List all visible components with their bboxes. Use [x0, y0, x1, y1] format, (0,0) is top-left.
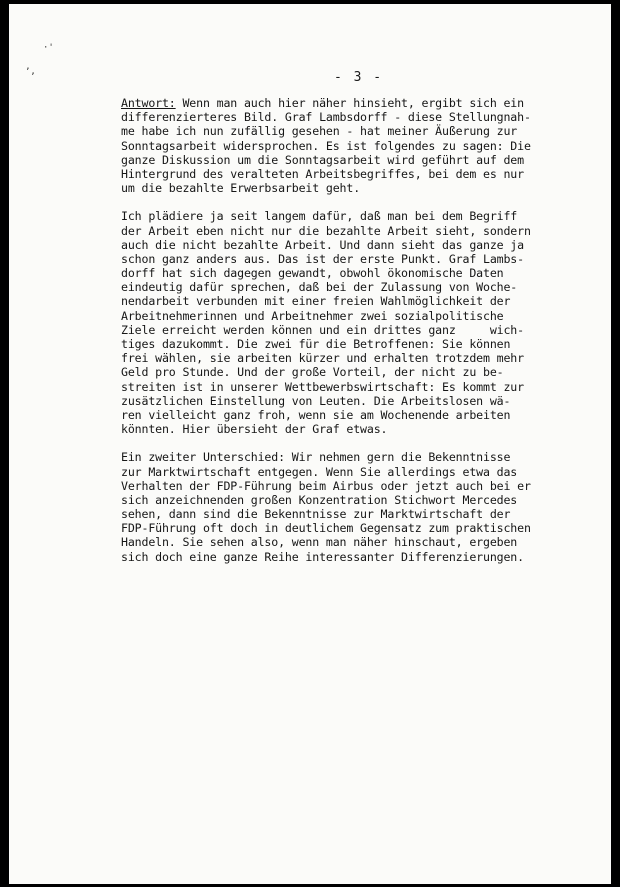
text-line: der Arbeit eben nicht nur die bezahlte Arbeit sieht, sondern — [121, 223, 531, 238]
text-line: Ein zweiter Unterschied: Wir nehmen gern die Bekenntnisse — [121, 450, 511, 465]
page-number: - 3 - — [334, 70, 384, 85]
text-line: Handeln. Sie sehen also, wenn man näher hinschaut, ergeben — [121, 535, 518, 550]
text-line: Arbeitnehmerinnen und Arbeitnehmer zwei sozialpolitische — [121, 308, 504, 323]
text-line: Hintergrund des veralteten Arbeitsbegriffes, bei dem es nur — [121, 166, 524, 181]
text-line: sich anzeichnenden großen Konzentration Stichwort Mercedes — [121, 492, 518, 507]
text-line: Ich plädiere ja seit langem dafür, daß man bei dem Begriff — [121, 209, 518, 224]
text-line: ganze Diskussion um die Sonntagsarbeit wird geführt auf dem — [121, 152, 524, 167]
text-line: tiges dazukommt. Die zwei für die Betroffenen: Sie können — [121, 337, 511, 351]
text-line: zusätzlichen Einstellung von Leuten. Die Arbeitslosen wä- — [121, 393, 511, 408]
text-line: eindeutig dafür sprechen, daß bei der Zulassung von Woche- — [121, 280, 518, 295]
text-line: sich doch eine ganze Reihe interessanter Differenzierungen. — [121, 549, 524, 564]
text-line: streiten ist in unserer Wettbewerbswirtschaft: Es kommt zur — [121, 379, 524, 394]
body-text — [121, 96, 591, 564]
text-line: zur Marktwirtschaft entgegen. Wenn Sie allerdings etwa das — [121, 464, 518, 479]
text-line: nendarbeit verbunden mit einer freien Wahlmöglichkeit der — [121, 294, 511, 309]
text-line: FDP-Führung oft doch in deutlichem Gegensatz zum praktischen — [121, 521, 531, 536]
text-line: sehen, dann sind die Bekenntnisse zur Marktwirtschaft der — [121, 507, 511, 522]
text-line: Verhalten der FDP-Führung beim Airbus oder jetzt auch bei er — [121, 478, 531, 493]
text-line: me habe ich nun zufällig gesehen - hat meiner Äußerung zur — [121, 124, 518, 139]
text-line: auch die nicht bezahlte Arbeit. Und dann sieht das ganze ja — [121, 237, 524, 252]
text-line: Sonntagsarbeit widersprochen. Es ist folgendes zu sagen: Die — [121, 138, 531, 153]
text-line: dorff hat sich dagegen gewandt, obwohl ökonomische Daten — [121, 266, 504, 281]
document-page — [9, 4, 611, 884]
text-line: differenzierteres Bild. Graf Lambsdorff - diese Stellungnah- — [121, 110, 531, 125]
answer-label: Antwort: — [121, 96, 176, 110]
paragraph-2 — [121, 209, 591, 436]
text-line: ren vielleicht ganz froh, wenn sie am Wochenende arbeiten — [121, 407, 511, 422]
text-line: frei wählen, sie arbeiten kürzer und erhalten trotzdem mehr — [121, 351, 524, 366]
scan-speck: ·' — [43, 43, 54, 53]
text-line: Ziele erreicht werden können und ein drittes ganz wich- — [121, 322, 524, 337]
text-line: könnten. Hier übersieht der Graf etwas. — [121, 422, 388, 437]
paragraph-3 — [121, 450, 591, 564]
text-line: Antwort: Wenn man auch hier näher hinsieht, ergibt sich ein — [121, 96, 524, 110]
text-line: Geld pro Stunde. Und der große Vorteil, der nicht zu be- — [121, 365, 504, 380]
scan-speck: ʼ, — [25, 67, 36, 77]
text-line: um die bezahlte Erwerbsarbeit geht. — [121, 181, 361, 196]
text-line: schon ganz anders aus. Das ist der erste Punkt. Graf Lambs- — [121, 251, 524, 266]
paragraph-1 — [121, 96, 591, 195]
